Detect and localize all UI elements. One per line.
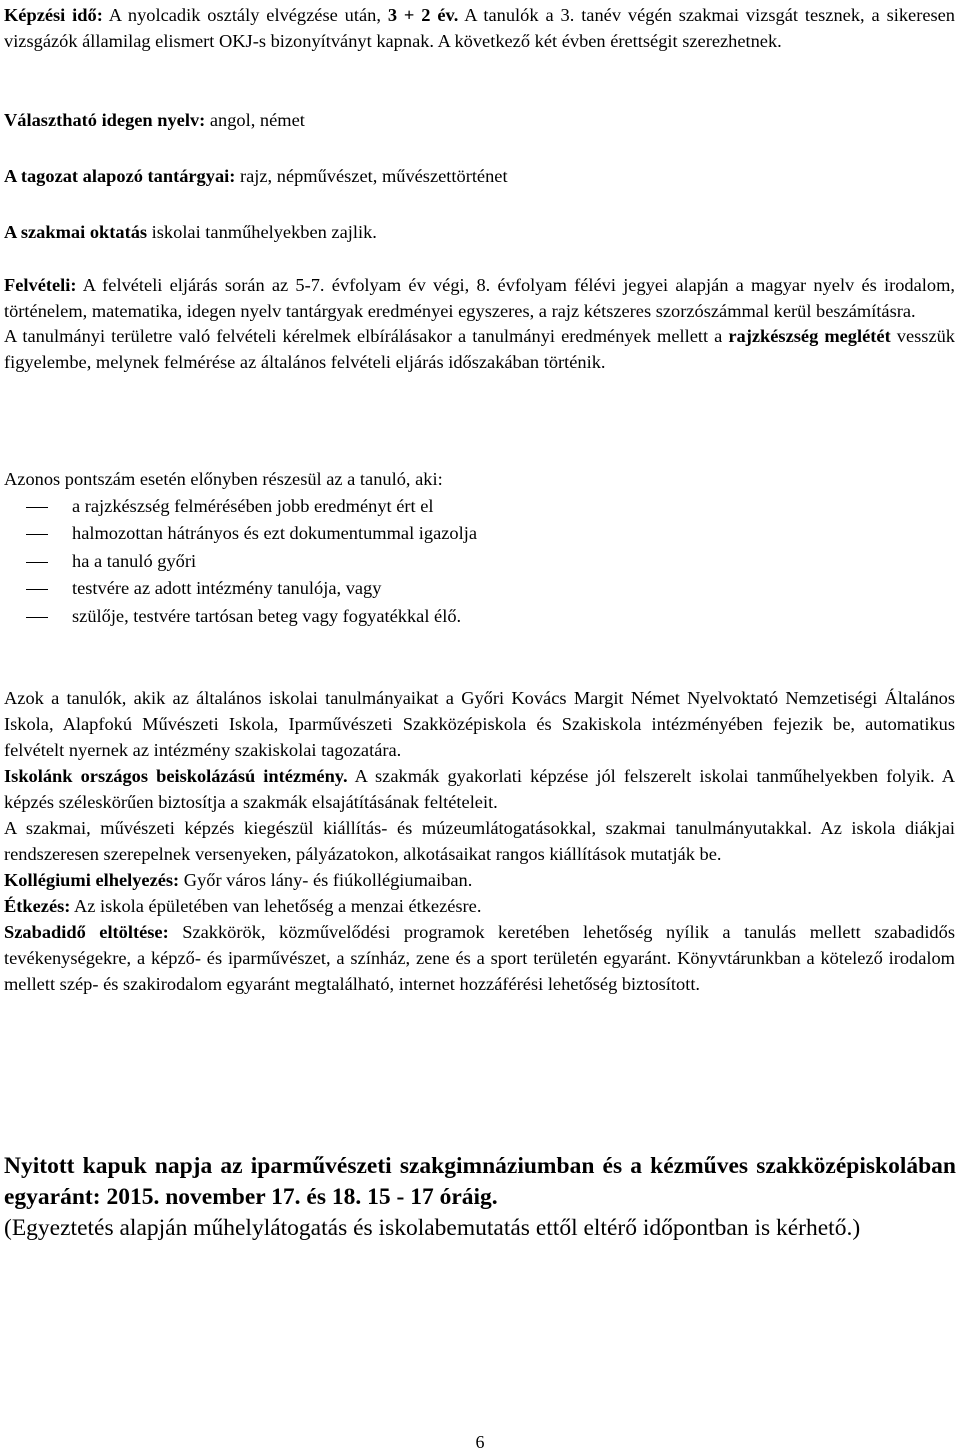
drawing-skill-detail: vesszük figyelembe, melynek felmérése az általános felvételi eljárás időszakában történik. — [4, 326, 955, 372]
priority-intro-text: Azonos pontszám esetén előnyben részesül az a tanuló, aki: — [4, 469, 443, 489]
foreign-language-label: Választható idegen nyelv: — [4, 110, 206, 130]
open-day-paragraph — [4, 1151, 956, 1244]
open-day-note: (Egyeztetés alapján műhelylátogatás és iskolabemutatás ettől eltérő időpontban is kérhető.) — [4, 1215, 861, 1241]
training-duration-years: 3 + 2 év. — [387, 5, 459, 25]
drawing-skill-text: A tanulmányi területre való felvételi kérelmek elbírálásakor a tanulmányi eredmények mellett a — [4, 326, 729, 346]
dormitory-label: Kollégiumi elhelyezés: — [4, 870, 180, 890]
admission-paragraph — [4, 273, 955, 375]
national-enrollment-text: A szakmák gyakorlati képzése jól felszerelt iskolai tanműhelyekben folyik. A képzés széleskörűen biztosítja a szakmák elsajátításának feltételeit. — [4, 766, 955, 812]
core-subjects-label: A tagozat alapozó tantárgyai: — [4, 166, 236, 186]
national-enrollment-label: Iskolánk országos beiskolázású intézmény. — [4, 766, 348, 786]
dash-bullet — [26, 562, 48, 563]
automatic-admission-paragraph — [4, 685, 955, 997]
training-duration-label: Képzési idő: — [4, 5, 103, 25]
list-item: a rajzkészség felmérésében jobb eredményt ért el — [4, 493, 954, 520]
dash-bullet — [26, 534, 48, 535]
admission-label: Felvételi: — [4, 275, 77, 295]
list-item: ha a tanuló győri — [4, 548, 954, 575]
open-day-title: Nyitott kapuk napja az iparművészeti szakgimnáziumban és a kézműves szakközépiskolában egyaránt: 2015. november 17. és 18. 15 - 17 óráig. — [4, 1153, 956, 1210]
automatic-admission-text: Azok a tanulók, akik az általános iskolai tanulmányaikat a Győri Kovács Margit Német Nyelvoktató Nemzetiségi Általános Iskola, Alapfokú Művészeti Iskola, Iparművészeti Szakközépiskola és Szakiskola intézményében fejezik be, automatikus felvételt nyernek az intézmény szakiskolai tagozatára. — [4, 688, 955, 760]
drawing-skill-bold: rajzkészség meglétét — [728, 326, 891, 346]
dash-bullet — [26, 507, 48, 508]
vocational-training-paragraph — [4, 219, 955, 245]
list-item: szülője, testvére tartósan beteg vagy fogyatékkal élő. — [4, 603, 954, 630]
meals-text: Az iskola épületében van lehetőség a menzai étkezésre. — [70, 896, 482, 916]
training-duration-paragraph — [4, 2, 955, 54]
meals-label: Étkezés: — [4, 896, 71, 916]
vocational-training-text: iskolai tanműhelyekben zajlik. — [147, 222, 377, 242]
dormitory-text: Győr város lány- és fiúkollégiumaiban. — [179, 870, 473, 890]
list-item: testvére az adott intézmény tanulója, vagy — [4, 575, 954, 602]
exhibitions-text: A szakmai, művészeti képzés kiegészül kiállítás- és múzeumlátogatásokkal, szakmai tanulmányutakkal. Az iskola diákjai rendszeresen szerepelnek versenyeken, pályázatokon, alkotásaikat rangos kiállítások mutatják be. — [4, 818, 955, 864]
priority-list — [4, 493, 954, 630]
training-duration-text: A nyolcadik osztály elvégzése után, — [102, 5, 388, 25]
foreign-language-paragraph — [4, 107, 955, 133]
leisure-text: Szakkörök, közművelődési programok keretében lehetőség nyílik a tanulás mellett szabadidős tevékenységekre, a képző- és iparművészet, a színház, zene és a sport területén egyaránt. Könyvtárunkban a kötelező irodalom mellett szép- és szakirodalom egyaránt megtalálható, internet hozzáférési lehetőség biztosított. — [4, 922, 955, 994]
list-item: halmozottan hátrányos és ezt dokumentummal igazolja — [4, 520, 954, 547]
foreign-language-text: angol, német — [205, 110, 305, 130]
vocational-training-label: A szakmai oktatás — [4, 222, 148, 242]
core-subjects-text: rajz, népművészet, művészettörténet — [235, 166, 508, 186]
leisure-label: Szabadidő eltöltése: — [4, 922, 169, 942]
core-subjects-paragraph — [4, 163, 955, 189]
admission-text: A felvételi eljárás során az 5-7. évfolyam év végi, 8. évfolyam félévi jegyei alapján a magyar nyelv és irodalom, történelem, matematika, idegen nyelv tantárgyak eredményei egyszeres, a rajz kétszeres szorzószámmal kerül beszámításra. — [4, 275, 955, 321]
dash-bullet — [26, 589, 48, 590]
page-number: 6 — [475, 1432, 485, 1452]
dash-bullet — [26, 617, 48, 618]
training-duration-detail: A tanulók a 3. tanév végén szakmai vizsgát tesznek, a sikeresen vizsgázók államilag elismert OKJ-s bizonyítványt kapnak. A következő két évben érettségit szerezhetnek. — [4, 5, 955, 51]
priority-intro — [4, 466, 955, 492]
